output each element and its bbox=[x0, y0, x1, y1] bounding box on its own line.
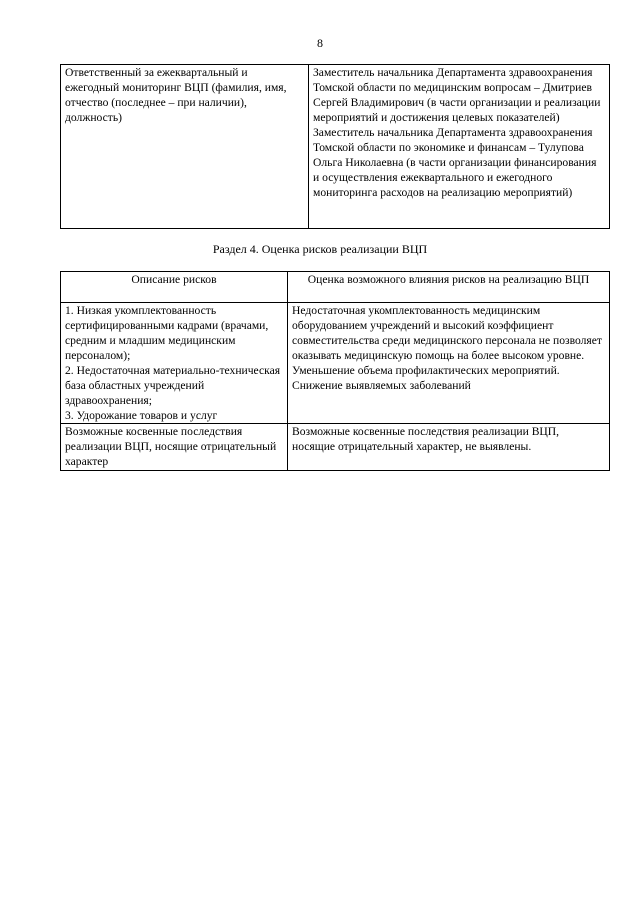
page-number: 8 bbox=[317, 36, 323, 50]
responsible-label: Ответственный за ежеквартальный и ежегодный мониторинг ВЦП (фамилия, имя, отчество (последнее – при наличии), должность) bbox=[65, 66, 287, 124]
header-risk-impact: Оценка возможного влияния рисков на реализацию ВЦП bbox=[288, 272, 610, 303]
impact-item: Снижение выявляемых заболеваний bbox=[292, 379, 471, 392]
responsible-table bbox=[60, 64, 610, 229]
risk-item: 2. Недостаточная материально-техническая база областных учреждений здравоохранения; bbox=[65, 364, 281, 407]
table-row bbox=[61, 424, 610, 471]
table-header-row bbox=[61, 272, 610, 303]
risk-item: 3. Удорожание товаров и услуг bbox=[65, 409, 218, 422]
risk-item: 1. Низкая укомплектованность сертифицированными кадрами (врачами, средним и младшим медицинским персоналом); bbox=[65, 304, 269, 362]
risk-impact-cell bbox=[288, 424, 610, 471]
risk-impact-cell bbox=[288, 303, 610, 424]
responsible-person-1: Заместитель начальника Департамента здравоохранения Томской области по медицинским вопросам – Дмитриев Сергей Владимирович (в части организации и реализации мероприятий и достижения целевых показателей) bbox=[313, 66, 601, 124]
impact-item: Недостаточная укомплектованность медицинским оборудованием учреждений и высокий коэффициент совместительства среди медицинского персонала не позволяет оказывать медицинскую помощь на более высоком уровне. bbox=[292, 304, 602, 362]
section-title: Раздел 4. Оценка рисков реализации ВЦП bbox=[212, 242, 428, 256]
risk-item: Возможные косвенные последствия реализации ВЦП, носящие отрицательный характер bbox=[65, 425, 277, 468]
impact-item: Возможные косвенные последствия реализации ВЦП, носящие отрицательный характер, не выявлены. bbox=[292, 425, 560, 453]
risk-description-cell bbox=[61, 303, 288, 424]
impact-item: Уменьшение объема профилактических мероприятий. bbox=[292, 364, 560, 377]
responsible-label-cell bbox=[61, 65, 309, 229]
risk-table bbox=[60, 271, 610, 471]
risk-description-cell bbox=[61, 424, 288, 471]
table-row bbox=[61, 303, 610, 424]
header-risk-description: Описание рисков bbox=[61, 272, 288, 303]
table-row bbox=[61, 65, 610, 229]
responsible-person-2: Заместитель начальника Департамента здравоохранения Томской области по экономике и финансам – Тулупова Ольга Николаевна (в части организации финансирования и осуществления ежеквартального и ежегодного мониторинга расходов на реализацию мероприятий) bbox=[313, 126, 597, 199]
responsible-persons-cell bbox=[309, 65, 610, 229]
